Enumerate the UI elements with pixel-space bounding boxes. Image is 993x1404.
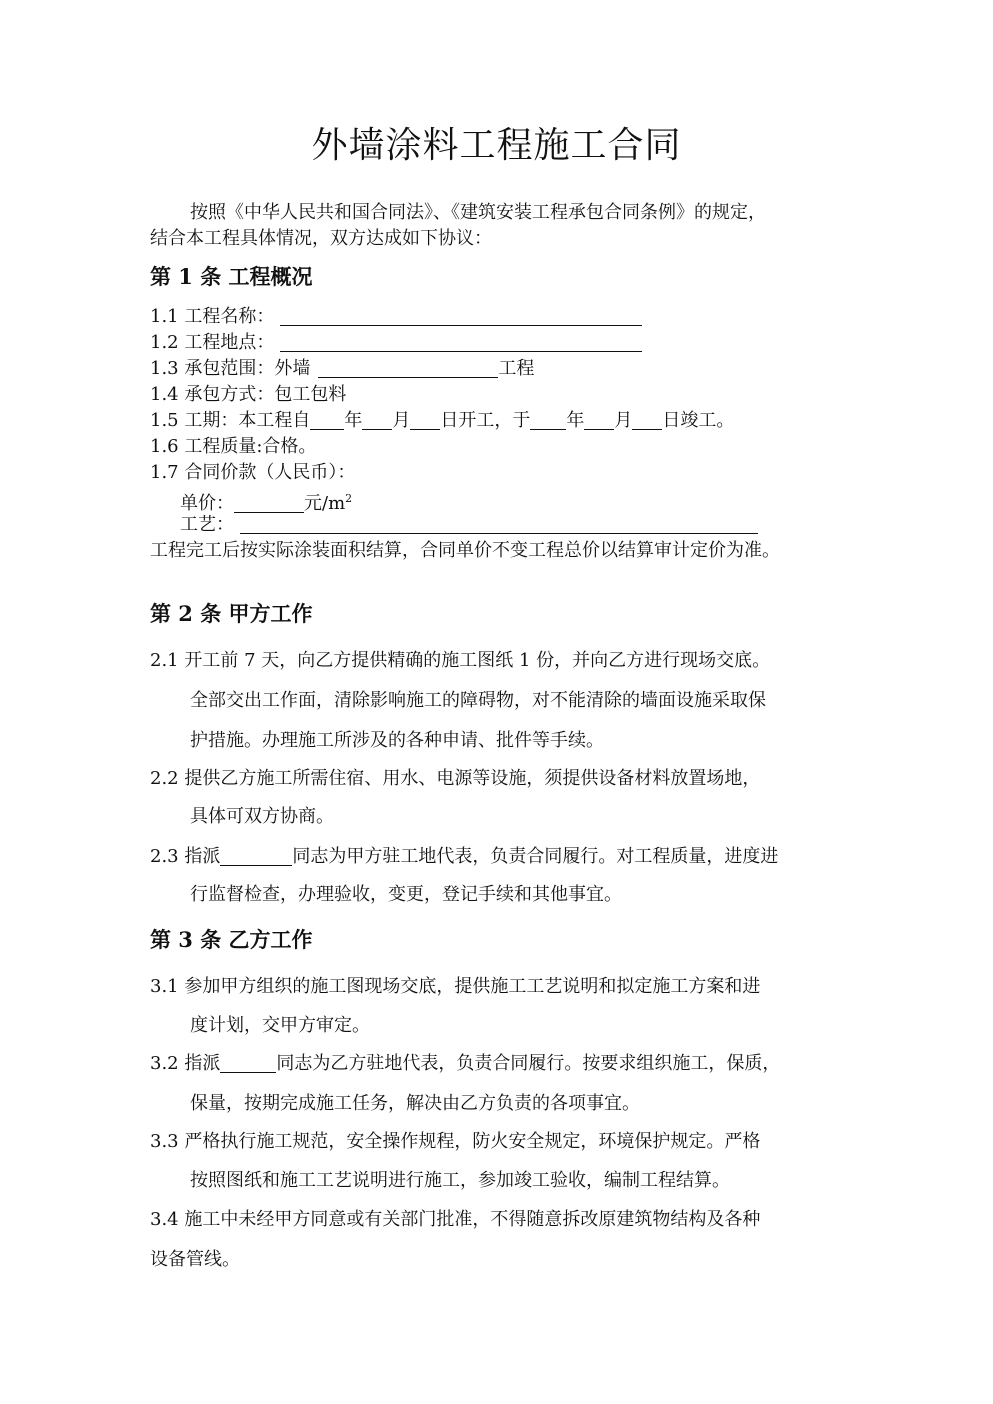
start-label: 日开工，于 [440,410,531,431]
end-month-blank [584,409,614,430]
item-2-3-suffix: 同志为甲方驻工地代表，负责合同履行。对工程质量，进度进 [292,846,779,867]
start-day-blank [410,409,440,430]
start-year-blank [310,409,344,430]
item-3-2-suffix: 同志为乙方驻地代表，负责合同履行。按要求组织施工，保质， [276,1053,781,1074]
item-2-2-line-1: 2.2 提供乙方施工所需住宿、用水、电源等设施，须提供设备材料放置场地， [150,768,761,789]
period-prefix: 1.5 工期：本工程自 [150,410,311,431]
item-1-7: 1.7 合同价款（人民币）： [150,462,356,483]
start-month-blank [362,409,392,430]
process-blank [240,513,758,534]
month-label: 月 [392,410,411,431]
year-label: 年 [344,410,363,431]
item-3-2-line-1 [150,1051,780,1077]
end-year-blank [530,409,566,430]
item-3-3-line-2: 按照图纸和施工工艺说明进行施工，参加竣工验收，编制工程结算。 [190,1170,730,1191]
item-3-1-line-1: 3.1 参加甲方组织的施工图现场交底，提供施工工艺说明和拟定施工方案和进 [150,976,761,997]
item-1-6: 1.6 工程质量:合格。 [150,436,317,457]
item-3-2-prefix: 3.2 指派 [150,1053,221,1074]
item-3-4-line-2: 设备管线。 [150,1249,240,1270]
year-label-2: 年 [566,410,585,431]
item-1-3-label: 1.3 承包范围：外墙 [150,358,311,379]
intro-line-2: 结合本工程具体情况，双方达成如下协议： [150,228,492,249]
unit-price-unit: 元/m [304,493,346,514]
process-row [180,512,758,538]
item-1-1 [150,304,642,330]
item-1-3 [150,356,534,382]
item-3-4-line-1: 3.4 施工中未经甲方同意或有关部门批准，不得随意拆改原建筑物结构及各种 [150,1209,761,1230]
item-2-1-line-3: 护措施。办理施工所涉及的各种申请、批件等手续。 [190,730,604,751]
item-1-2 [150,330,642,356]
settlement-line: 工程完工后按实际涂装面积结算，合同单价不变工程总价以结算审计定价为准。 [150,540,780,561]
item-2-3-line-2: 行监督检查，办理验收，变更，登记手续和其他事宜。 [190,884,622,905]
party-a-rep-blank [220,845,292,866]
item-2-1-line-2: 全部交出工作面，清除影响施工的障碍物，对不能清除的墙面设施采取保 [190,690,766,711]
section-2-heading: 第 2 条 甲方工作 [150,601,313,626]
process-label: 工艺： [180,514,234,535]
document-title: 外墙涂料工程施工合同 [311,125,682,166]
item-1-1-label: 1.1 工程名称： [150,306,275,327]
item-2-1-line-1: 2.1 开工前 7 天，向乙方提供精确的施工图纸 1 份，并向乙方进行现场交底。 [150,650,771,671]
unit-price-sup: 2 [345,492,353,505]
project-name-blank [280,305,642,326]
end-day-blank [632,409,662,430]
unit-price-label: 单价： [180,493,234,514]
item-2-2-line-2: 具体可双方协商。 [190,806,334,827]
item-2-3-prefix: 2.3 指派 [150,846,221,867]
item-1-4: 1.4 承包方式：包工包料 [150,384,347,405]
party-b-rep-blank [220,1052,276,1073]
item-2-3-line-1 [150,844,778,870]
item-1-3-suffix: 工程 [498,358,535,379]
item-3-1-line-2: 度计划，交甲方审定。 [190,1015,370,1036]
intro-line-1: 按照《中华人民共和国合同法》、《建筑安装工程承包合同条例》的规定， [190,202,766,223]
section-1-heading: 第 1 条 工程概况 [150,264,313,289]
end-label: 日竣工。 [662,410,735,431]
item-3-3-line-1: 3.3 严格执行施工规范，安全操作规程，防火安全规定，环境保护规定。严格 [150,1131,761,1152]
item-1-2-label: 1.2 工程地点： [150,332,275,353]
item-3-2-line-2: 保量，按期完成施工任务，解决由乙方负责的各项事宜。 [190,1093,640,1114]
item-1-5 [150,408,734,434]
month-label-2: 月 [614,410,633,431]
section-3-heading: 第 3 条 乙方工作 [150,927,313,952]
project-location-blank [280,331,642,352]
unit-price-blank [234,492,304,513]
scope-blank [318,357,498,378]
